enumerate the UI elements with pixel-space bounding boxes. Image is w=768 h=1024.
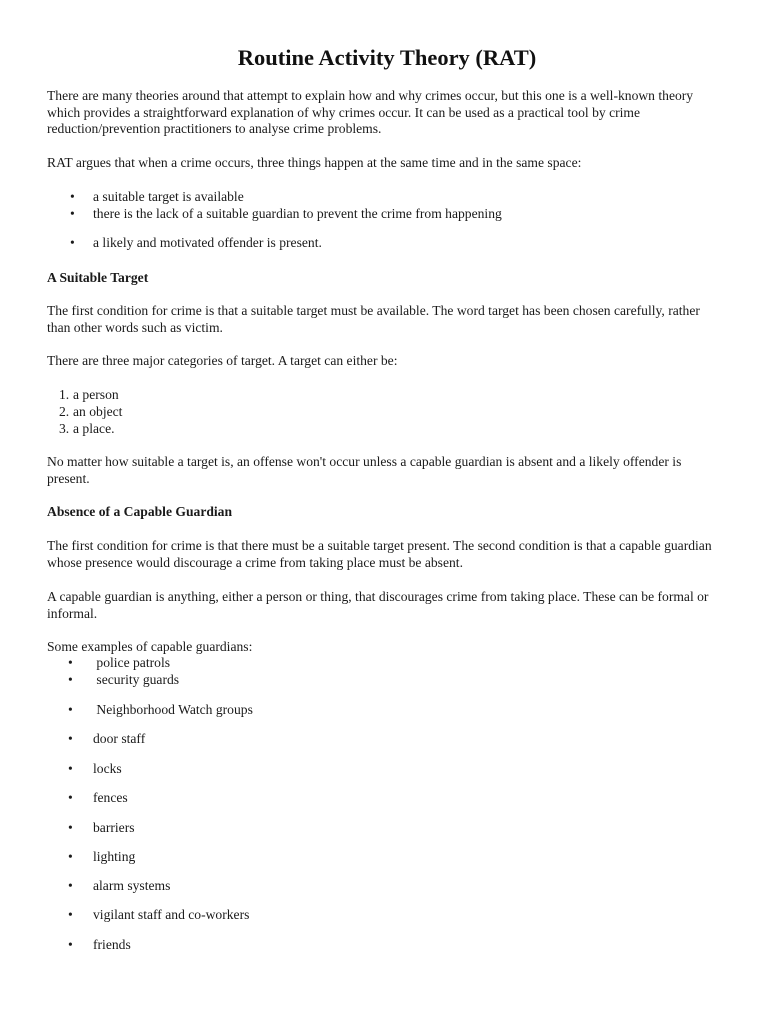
list-item-text: locks: [93, 761, 122, 776]
list-item-text: a person: [73, 387, 119, 402]
guardian-paragraph-1: The first condition for crime is that there must be a suitable target present. The second condition is that a capable guardian whose presence would discourage a crime from taking place must be absent.: [47, 538, 712, 570]
list-item-text: security guards: [93, 672, 180, 687]
list-item-text: a likely and motivated offender is present.: [93, 235, 322, 250]
bullet-icon: •: [68, 849, 73, 864]
guardian-examples-intro: Some examples of capable guardians:: [47, 639, 253, 654]
list-item-text: a place.: [73, 421, 115, 436]
list-item-text: Neighborhood Watch groups: [93, 702, 253, 717]
page-title: Routine Activity Theory (RAT): [237, 45, 537, 70]
bullet-icon: •: [68, 820, 73, 835]
section-heading-suitable-target: A Suitable Target: [47, 270, 149, 285]
bullet-icon: •: [68, 937, 73, 952]
list-item-text: there is the lack of a suitable guardian to prevent the crime from happening: [93, 206, 502, 221]
list-number: 1.: [59, 387, 70, 402]
list-number: 3.: [59, 421, 70, 436]
list-item-text: a suitable target is available: [93, 189, 244, 204]
target-paragraph-2: There are three major categories of target. A target can either be:: [47, 353, 398, 368]
list-number: 2.: [59, 404, 70, 419]
bullet-icon: •: [68, 655, 73, 670]
bullet-icon: •: [70, 189, 75, 204]
list-item-text: lighting: [93, 849, 136, 864]
list-item-text: an object: [73, 404, 123, 419]
bullet-icon: •: [68, 790, 73, 805]
bullet-icon: •: [70, 206, 75, 221]
target-paragraph-1: The first condition for crime is that a suitable target must be available. The word target has been chosen carefully, rather than other words such as victim.: [47, 303, 700, 335]
section-heading-capable-guardian: Absence of a Capable Guardian: [47, 504, 233, 519]
list-item-text: fences: [93, 790, 128, 805]
rat-argues-paragraph: RAT argues that when a crime occurs, three things happen at the same time and in the same space:: [47, 155, 582, 170]
guardian-paragraph-2: A capable guardian is anything, either a person or thing, that discourages crime from taking place. These can be formal or informal.: [47, 589, 709, 621]
bullet-icon: •: [68, 702, 73, 717]
list-item-text: barriers: [93, 820, 135, 835]
list-item-text: police patrols: [93, 655, 171, 670]
bullet-icon: •: [68, 672, 73, 687]
target-paragraph-3: No matter how suitable a target is, an offense won't occur unless a capable guardian is absent and a likely offender is present.: [47, 454, 682, 486]
list-item-text: friends: [93, 937, 131, 952]
list-item-text: door staff: [93, 731, 146, 746]
list-item-text: vigilant staff and co-workers: [93, 907, 250, 922]
bullet-icon: •: [68, 878, 73, 893]
list-item-text: alarm systems: [93, 878, 171, 893]
bullet-icon: •: [70, 235, 75, 250]
bullet-icon: •: [68, 761, 73, 776]
bullet-icon: •: [68, 907, 73, 922]
intro-paragraph: There are many theories around that attempt to explain how and why crimes occur, but this one is a well-known theory which provides a straightforward explanation of why crimes occur. It can be used as a practical tool by crime reduction/prevention practitioners to analyse crime problems.: [47, 88, 694, 137]
bullet-icon: •: [68, 731, 73, 746]
